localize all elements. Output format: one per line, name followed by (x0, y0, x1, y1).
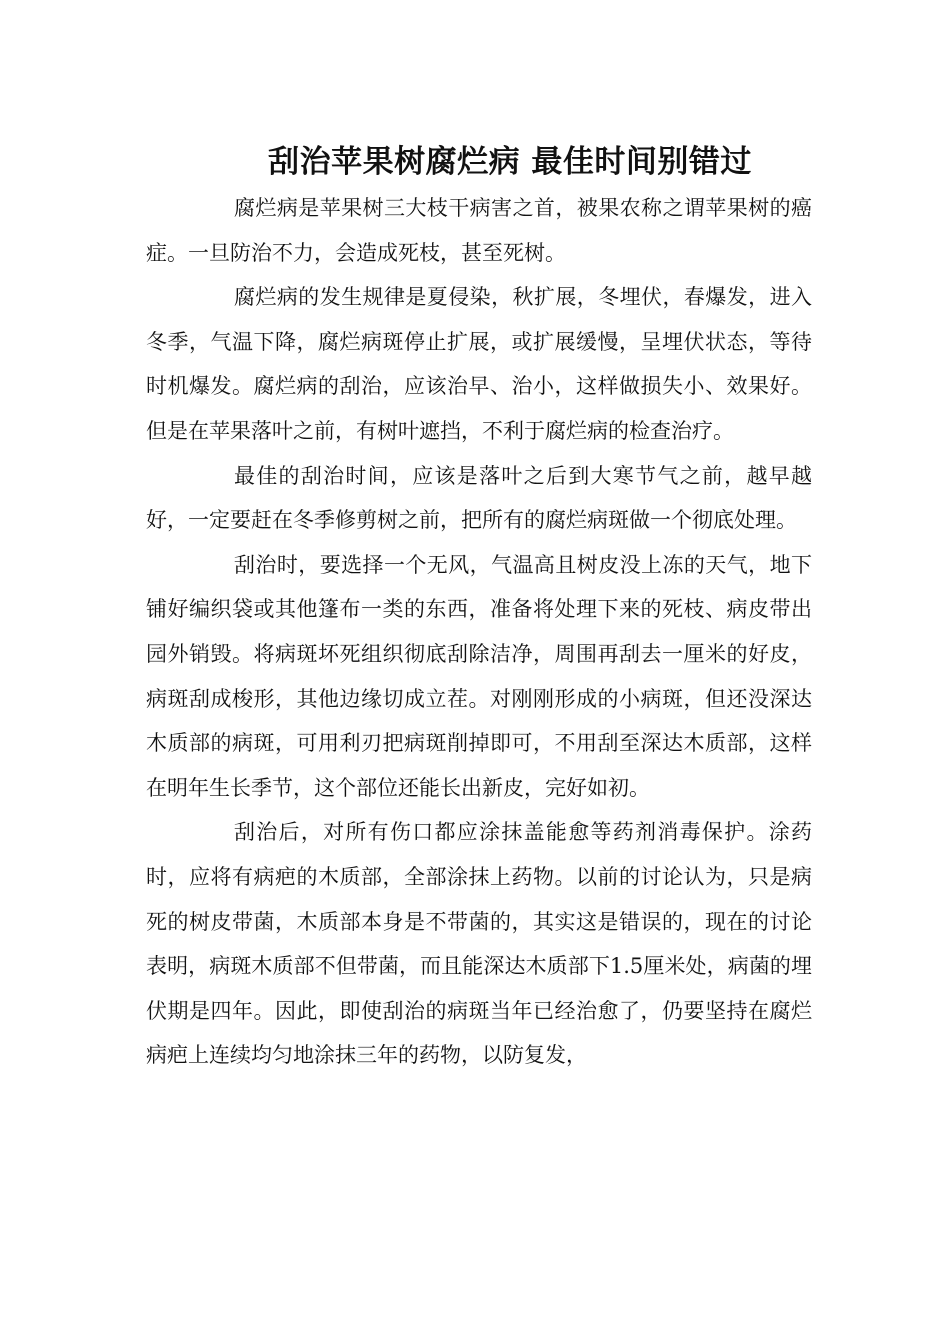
paragraph-2: 腐烂病的发生规律是夏侵染，秋扩展，冬埋伏，春爆发，进入冬季，气温下降，腐烂病斑停止扩展，或扩展缓慢，呈埋伏状态，等待时机爆发。腐烂病的刮治，应该治早、治小，这样做损失小、效果好。但是在苹果落叶之前，有树叶遮挡，不利于腐烂病的检查治疗。 (146, 285, 812, 443)
paragraph-3: 最佳的刮治时间，应该是落叶之后到大寒节气之前，越早越好，一定要赶在冬季修剪树之前，把所有的腐烂病斑做一个彻底处理。 (146, 463, 812, 533)
document-title: 刮治苹果树腐烂病 最佳时间别错过 (268, 143, 752, 180)
paragraph-1: 腐烂病是苹果树三大枝干病害之首，被果农称之谓苹果树的癌症。一旦防治不力，会造成死枝，甚至死树。 (146, 196, 812, 265)
document-body (146, 186, 812, 1078)
paragraph-4: 刮治时，要选择一个无风，气温高且树皮没上冻的天气，地下铺好编织袋或其他篷布一类的东西，准备将处理下来的死枝、病皮带出园外销毁。将病斑坏死组织彻底刮除洁净，周围再刮去一厘米的好皮，病斑刮成梭形，其他边缘切成立茬。对刚刚形成的小病斑，但还没深达木质部的病斑，可用利刃把病斑削掉即可，不用刮至深达木质部，这样在明年生长季节，这个部位还能长出新皮，完好如初。 (146, 552, 812, 800)
paragraph-5: 刮治后，对所有伤口都应涂抹盖能愈等药剂消毒保护。涂药时，应将有病疤的木质部，全部涂抹上药物。以前的讨论认为，只是病死的树皮带菌，木质部本身是不带菌的，其实这是错误的，现在的讨论表明，病斑木质部不但带菌，而且能深达木质部下1.5厘米处，病菌的埋伏期是四年。因此，即使刮治的病斑当年已经治愈了，仍要坚持在腐烂病疤上连续均匀地涂抹三年的药物，以防复发， (146, 820, 812, 1068)
